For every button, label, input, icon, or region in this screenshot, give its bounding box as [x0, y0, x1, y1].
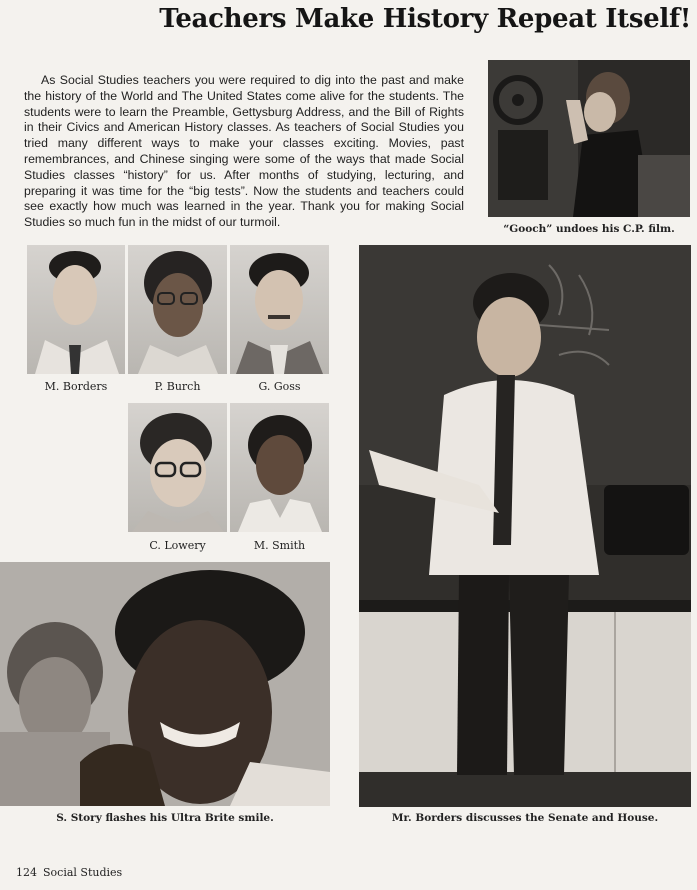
- portrait-lowery: [128, 403, 227, 532]
- portrait-burch: [128, 245, 227, 374]
- portrait-smith: [230, 403, 329, 532]
- portrait-caption-lowery: C. Lowery: [149, 539, 206, 552]
- portrait-goss: [230, 245, 329, 374]
- gooch-photo: [488, 60, 690, 217]
- portrait-caption-borders: M. Borders: [44, 380, 108, 393]
- borders-caption: Mr. Borders discusses the Senate and House.: [391, 812, 659, 824]
- portrait-caption-burch: P. Burch: [154, 380, 201, 393]
- portrait-caption-goss: G. Goss: [258, 380, 301, 393]
- portrait-caption-smith: M. Smith: [253, 539, 306, 552]
- story-photo: [0, 562, 330, 806]
- portrait-borders: [27, 245, 125, 374]
- borders-photo: [359, 245, 691, 807]
- page-title: Teachers Make History Repeat Itself!: [159, 4, 691, 34]
- section-name: Social Studies: [43, 866, 123, 879]
- story-caption: S. Story flashes his Ultra Brite smile.: [56, 812, 274, 824]
- page-number: 124: [16, 866, 37, 879]
- article-body: As Social Studies teachers you were required to dig into the past and make the history of the World and The United States come alive for the students. The students were to learn the Preamble, Gettysburg Address, and the Bill of Rights in their Civics and American History classes. As teachers of Social Studies you tried many different ways to make your classes exciting. Movies, past remembrances, and Chinese singing were some of the ways that made Social Studies classes “history” for us. After months of studying, lecturing, and preparing it was time for the “big tests”. Now the students and teachers could see exactly how much was learned in the year. Thank you for making Social Studies so much fun in the midst of our turmoil.: [24, 73, 464, 230]
- page-footer: [16, 866, 128, 879]
- gooch-caption: “Gooch” undoes his C.P. film.: [503, 223, 675, 235]
